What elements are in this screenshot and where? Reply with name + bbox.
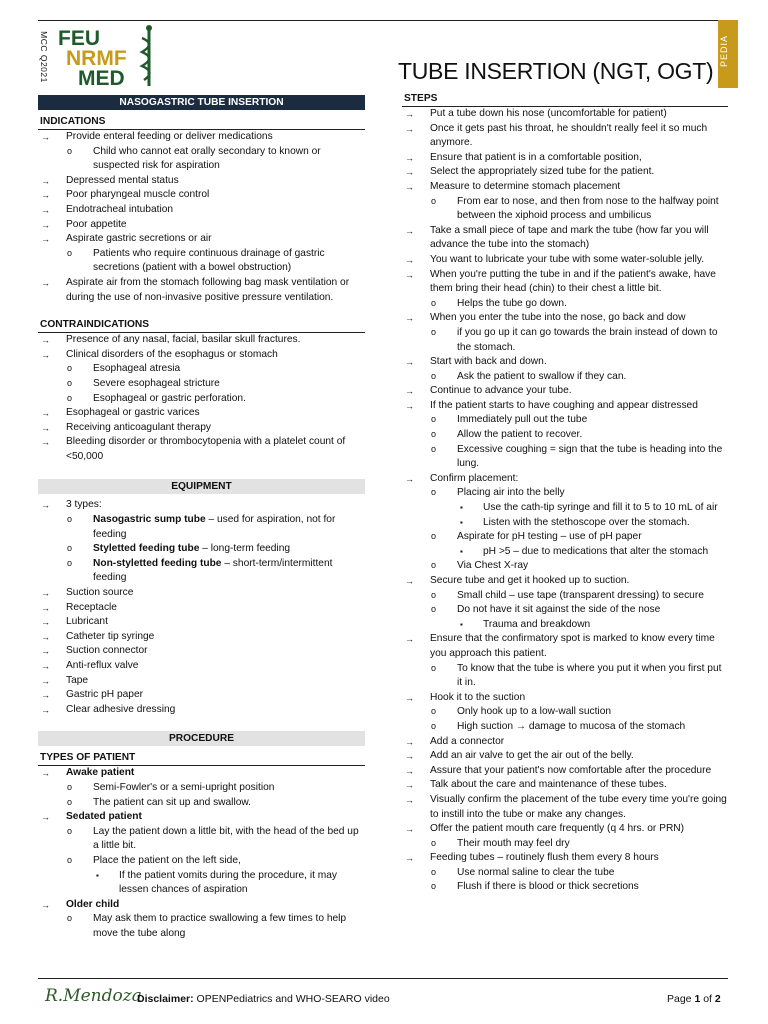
list-item-bold: Nasogastric sump tube	[93, 514, 206, 526]
course-code: MCC Q2021	[38, 31, 49, 83]
list-item-text: Anti-reflux valve	[66, 660, 139, 671]
list-item-text: Via Chest X-ray	[457, 560, 529, 572]
list-item	[402, 516, 728, 531]
list-item-text: You want to lubricate your tube with some water-soluble jelly.	[430, 253, 705, 265]
list-item-text: Child who cannot eat orally secondary to known or suspected risk for aspiration	[93, 145, 321, 172]
indications-list	[38, 130, 365, 305]
patient-types-list	[38, 766, 365, 941]
list-item-bold: Sedated patient	[66, 811, 142, 823]
list-item-text: When you enter the tube into the nose, go back and dow	[430, 312, 686, 324]
list-item-text: Esophageal or gastric varices	[66, 407, 200, 419]
list-item-text: Semi-Fowler's or a semi-upright position	[93, 781, 275, 793]
list-item-text: Poor pharyngeal muscle control	[66, 189, 210, 201]
list-item	[402, 545, 728, 560]
list-item	[402, 574, 728, 589]
list-item	[402, 443, 728, 472]
list-item-text: Only hook up to a low-wall suction	[457, 706, 612, 718]
indications-heading: INDICATIONS	[38, 116, 365, 130]
list-item-text: Gastric pH paper	[66, 689, 144, 701]
list-item-text: Patients who require continuous drainage of gastric secretions (patient with a bowel obstruction)	[93, 247, 325, 274]
list-item-text: Use the cath-tip syringe and fill it to 5 to 10 mL of air	[483, 502, 718, 514]
disclaimer	[137, 993, 390, 1005]
list-item	[402, 720, 728, 735]
list-item	[38, 174, 365, 189]
left-column	[38, 95, 365, 942]
list-item-text: If the patient vomits during the procedure, it may lessen chances of aspiration	[119, 869, 338, 896]
list-item-text: Receptacle	[66, 601, 117, 613]
list-item-text: Ask the patient to swallow if they can.	[457, 370, 627, 382]
list-item	[38, 421, 365, 436]
list-item	[402, 735, 728, 750]
document-title: TUBE INSERTION (NGT, OGT)	[398, 58, 714, 84]
list-item	[402, 530, 728, 545]
list-item-text: Catheter tip syringe	[66, 630, 155, 642]
list-item-text: When you're putting the tube in and if the patient's awake, have them bring their head (chin) to their chest a little bit.	[430, 268, 716, 295]
list-item-text: Esophageal atresia	[93, 363, 181, 375]
list-item-text: Secure tube and get it hooked up to suction.	[430, 575, 630, 586]
list-item	[38, 232, 365, 247]
list-item	[402, 413, 728, 428]
caduceus-icon	[138, 24, 160, 88]
list-item-text: Suction source	[66, 587, 134, 599]
list-item-text: Talk about the care and maintenance of these tubes.	[430, 779, 667, 791]
list-item-text: Depressed mental status	[66, 174, 179, 186]
list-item	[38, 435, 365, 464]
list-item-text: Trauma and breakdown	[483, 618, 591, 630]
list-item-text: Visually confirm the placement of the tube every time you're going to instill into the tube or make any changes.	[430, 793, 727, 820]
list-item-text: Tape	[66, 674, 89, 686]
list-item	[402, 749, 728, 764]
steps-heading: STEPS	[402, 93, 728, 107]
list-item-text: May ask them to practice swallowing a few times to help move the tube along	[93, 913, 347, 939]
list-item-text: Provide enteral feeding or deliver medications	[66, 131, 273, 142]
author-signature: R.Mendoza	[45, 986, 142, 1006]
list-item-text: Assure that your patient's now comfortable after the procedure	[430, 764, 712, 776]
list-item	[38, 498, 365, 513]
list-item	[38, 601, 365, 616]
list-item-text: Esophageal or gastric perforation.	[93, 392, 246, 404]
list-item	[38, 644, 365, 659]
footer-rule	[38, 978, 728, 979]
list-item	[402, 632, 728, 661]
list-item	[38, 218, 365, 233]
list-item-text: Clear adhesive dressing	[66, 703, 176, 715]
list-item	[402, 428, 728, 443]
list-item	[402, 180, 728, 195]
list-item-text: Helps the tube go down.	[457, 297, 567, 309]
list-item	[402, 618, 728, 633]
list-item	[402, 866, 728, 881]
page-number: Page 1 of 2	[667, 993, 721, 1005]
list-item-text: – short-term/intermittent feeding	[93, 557, 333, 584]
top-rule	[38, 20, 718, 21]
list-item	[402, 253, 728, 268]
list-item	[38, 869, 365, 898]
list-item	[402, 195, 728, 224]
list-item-text: – used for aspiration, not for feeding	[93, 514, 336, 540]
list-item	[402, 851, 728, 866]
equipment-list	[38, 498, 365, 717]
list-item	[402, 589, 728, 604]
list-item-text: Flush if there is blood or thick secretions	[457, 881, 639, 893]
list-item	[38, 674, 365, 689]
list-item-text: Poor appetite	[66, 218, 127, 230]
list-item-text: Listen with the stethoscope over the stomach.	[483, 516, 690, 528]
list-item	[38, 276, 365, 305]
list-item	[38, 796, 365, 811]
list-item-text: The patient can sit up and swallow.	[93, 796, 252, 808]
list-item-text: Put a tube down his nose (uncomfortable for patient)	[430, 108, 667, 119]
list-item-bold: Styletted feeding tube	[93, 543, 200, 555]
list-item-text: – long-term feeding	[199, 543, 291, 555]
types-of-patient-heading: TYPES OF PATIENT	[38, 752, 365, 766]
list-item-text: pH >5 – due to medications that alter the stomach	[483, 545, 709, 557]
list-item	[38, 203, 365, 218]
list-item	[402, 486, 728, 501]
pedia-tab: PEDIA	[718, 20, 738, 88]
list-item-text: Add a connector	[430, 735, 505, 747]
steps-list	[402, 107, 728, 895]
list-item	[38, 377, 365, 392]
list-item	[38, 406, 365, 421]
list-item	[402, 355, 728, 370]
list-item-text: Aspirate for pH testing – use of pH paper	[457, 531, 642, 543]
list-item	[38, 854, 365, 869]
list-item	[402, 559, 728, 574]
list-item	[38, 513, 365, 542]
list-item-bold: Non-styletted feeding tube	[93, 557, 222, 569]
disclaimer-label: Disclaimer:	[137, 993, 194, 1005]
list-item	[402, 691, 728, 706]
list-item	[402, 224, 728, 253]
list-item	[38, 247, 365, 276]
list-item	[38, 557, 365, 586]
contraindications-list	[38, 333, 365, 464]
list-item	[38, 688, 365, 703]
list-item-text: Excessive coughing = sign that the tube is heading into the lung.	[457, 443, 723, 470]
feu-nrmf-logo: FEU NRMF MED	[58, 24, 173, 90]
list-item	[38, 810, 365, 825]
list-item	[38, 586, 365, 601]
list-item	[38, 766, 365, 781]
list-item	[402, 472, 728, 487]
list-item-text: Immediately pull out the tube	[457, 414, 588, 426]
list-item-text: Endotracheal intubation	[66, 203, 174, 215]
list-item	[38, 825, 365, 854]
list-item	[38, 188, 365, 203]
list-item-text: Allow the patient to recover.	[457, 429, 583, 441]
list-item	[402, 880, 728, 895]
list-item-text: 3 types:	[66, 499, 102, 511]
list-item-text: Ensure that the confirmatory spot is marked to know every time you approach this patient.	[430, 633, 715, 659]
list-item	[402, 107, 728, 122]
list-item	[402, 603, 728, 618]
list-item	[402, 370, 728, 385]
list-item-text: Take a small piece of tape and mark the tube (how far you will advance the tube into the stomach)	[430, 224, 709, 251]
list-item	[38, 392, 365, 407]
list-item-text: if you go up it can go towards the brain instead of down to the stomach.	[457, 326, 718, 353]
list-item-text: Suction connector	[66, 645, 148, 657]
disclaimer-text: OPENPediatrics and WHO-SEARO video	[193, 993, 390, 1005]
list-item	[38, 362, 365, 377]
list-item-text: Confirm placement:	[430, 472, 519, 484]
list-item-text: Placing air into the belly	[457, 487, 565, 499]
contraindications-heading: CONTRAINDICATIONS	[38, 319, 365, 333]
list-item-text: If the patient starts to have coughing and appear distressed	[430, 399, 698, 411]
list-item	[402, 822, 728, 837]
section-banner-nasogastric: NASOGASTRIC TUBE INSERTION	[38, 95, 365, 110]
list-item-bold: Older child	[66, 898, 120, 910]
list-item	[402, 268, 728, 297]
list-item-text: Lubricant	[66, 616, 108, 628]
list-item	[402, 384, 728, 399]
list-item-text: Feeding tubes – routinely flush them every 8 hours	[430, 852, 659, 864]
list-item	[402, 778, 728, 793]
list-item-text: Do not have it sit against the side of the nose	[457, 604, 661, 616]
list-item-text: Receiving anticoagulant therapy	[66, 421, 211, 433]
list-item-text: Their mouth may feel dry	[457, 837, 570, 849]
list-item	[38, 615, 365, 630]
list-item-text: Select the appropriately sized tube for the patient.	[430, 166, 655, 178]
list-item	[38, 348, 365, 363]
list-item	[402, 122, 728, 151]
list-item-text: Bleeding disorder or thrombocytopenia with a platelet count of <50,000	[66, 436, 346, 462]
list-item	[38, 145, 365, 174]
list-item	[402, 326, 728, 355]
list-item	[38, 630, 365, 645]
list-item	[38, 130, 365, 145]
list-item	[402, 165, 728, 180]
list-item-text: Presence of any nasal, facial, basilar skull fractures.	[66, 334, 301, 346]
list-item-text: Offer the patient mouth care frequently (q 4 hrs. or PRN)	[430, 823, 685, 835]
list-item-bold: Awake patient	[66, 767, 135, 779]
list-item-text: Measure to determine stomach placement	[430, 180, 621, 192]
list-item	[38, 912, 365, 941]
list-item	[402, 311, 728, 326]
list-item-text: Place the patient on the left side,	[93, 854, 241, 866]
list-item-text: Aspirate air from the stomach following bag mask ventilation or during the use of non-invasive positive pressure ventilation.	[66, 276, 350, 303]
list-item-text: Once it gets past his throat, he shouldn't really feel it so much anymore.	[430, 122, 708, 149]
list-item	[38, 333, 365, 348]
list-item-text: Use normal saline to clear the tube	[457, 866, 615, 878]
list-item	[38, 898, 365, 913]
list-item	[402, 793, 728, 822]
list-item-text: Severe esophageal stricture	[93, 377, 220, 389]
list-item	[38, 781, 365, 796]
list-item-text: Aspirate gastric secretions or air	[66, 233, 212, 245]
list-item-text: Small child – use tape (transparent dressing) to secure	[457, 589, 704, 601]
list-item-text: Start with back and down.	[430, 356, 547, 368]
procedure-heading: PROCEDURE	[38, 731, 365, 746]
list-item	[402, 705, 728, 720]
list-item-text: To know that the tube is where you put it when you first put it in.	[457, 662, 722, 689]
list-item	[38, 542, 365, 557]
list-item-text: High suction → damage to mucosa of the stomach	[457, 720, 686, 732]
right-column	[402, 93, 728, 895]
list-item-text: Lay the patient down a little bit, with the head of the bed up a little bit.	[93, 825, 359, 852]
list-item-text: Hook it to the suction	[430, 691, 526, 703]
list-item	[402, 662, 728, 691]
list-item	[402, 501, 728, 516]
list-item-text: Add an air valve to get the air out of the belly.	[430, 750, 634, 762]
list-item	[402, 399, 728, 414]
list-item-text: From ear to nose, and then from nose to the halfway point between the xiphoid process and umbilicus	[457, 195, 719, 222]
list-item-text: Ensure that patient is in a comfortable position,	[430, 151, 642, 163]
list-item-text: Clinical disorders of the esophagus or stomach	[66, 348, 278, 360]
list-item	[402, 297, 728, 312]
list-item	[402, 764, 728, 779]
list-item	[38, 659, 365, 674]
list-item-text: Continue to advance your tube.	[430, 385, 572, 397]
list-item	[402, 837, 728, 852]
list-item	[402, 151, 728, 166]
equipment-heading: EQUIPMENT	[38, 479, 365, 494]
list-item	[38, 703, 365, 718]
